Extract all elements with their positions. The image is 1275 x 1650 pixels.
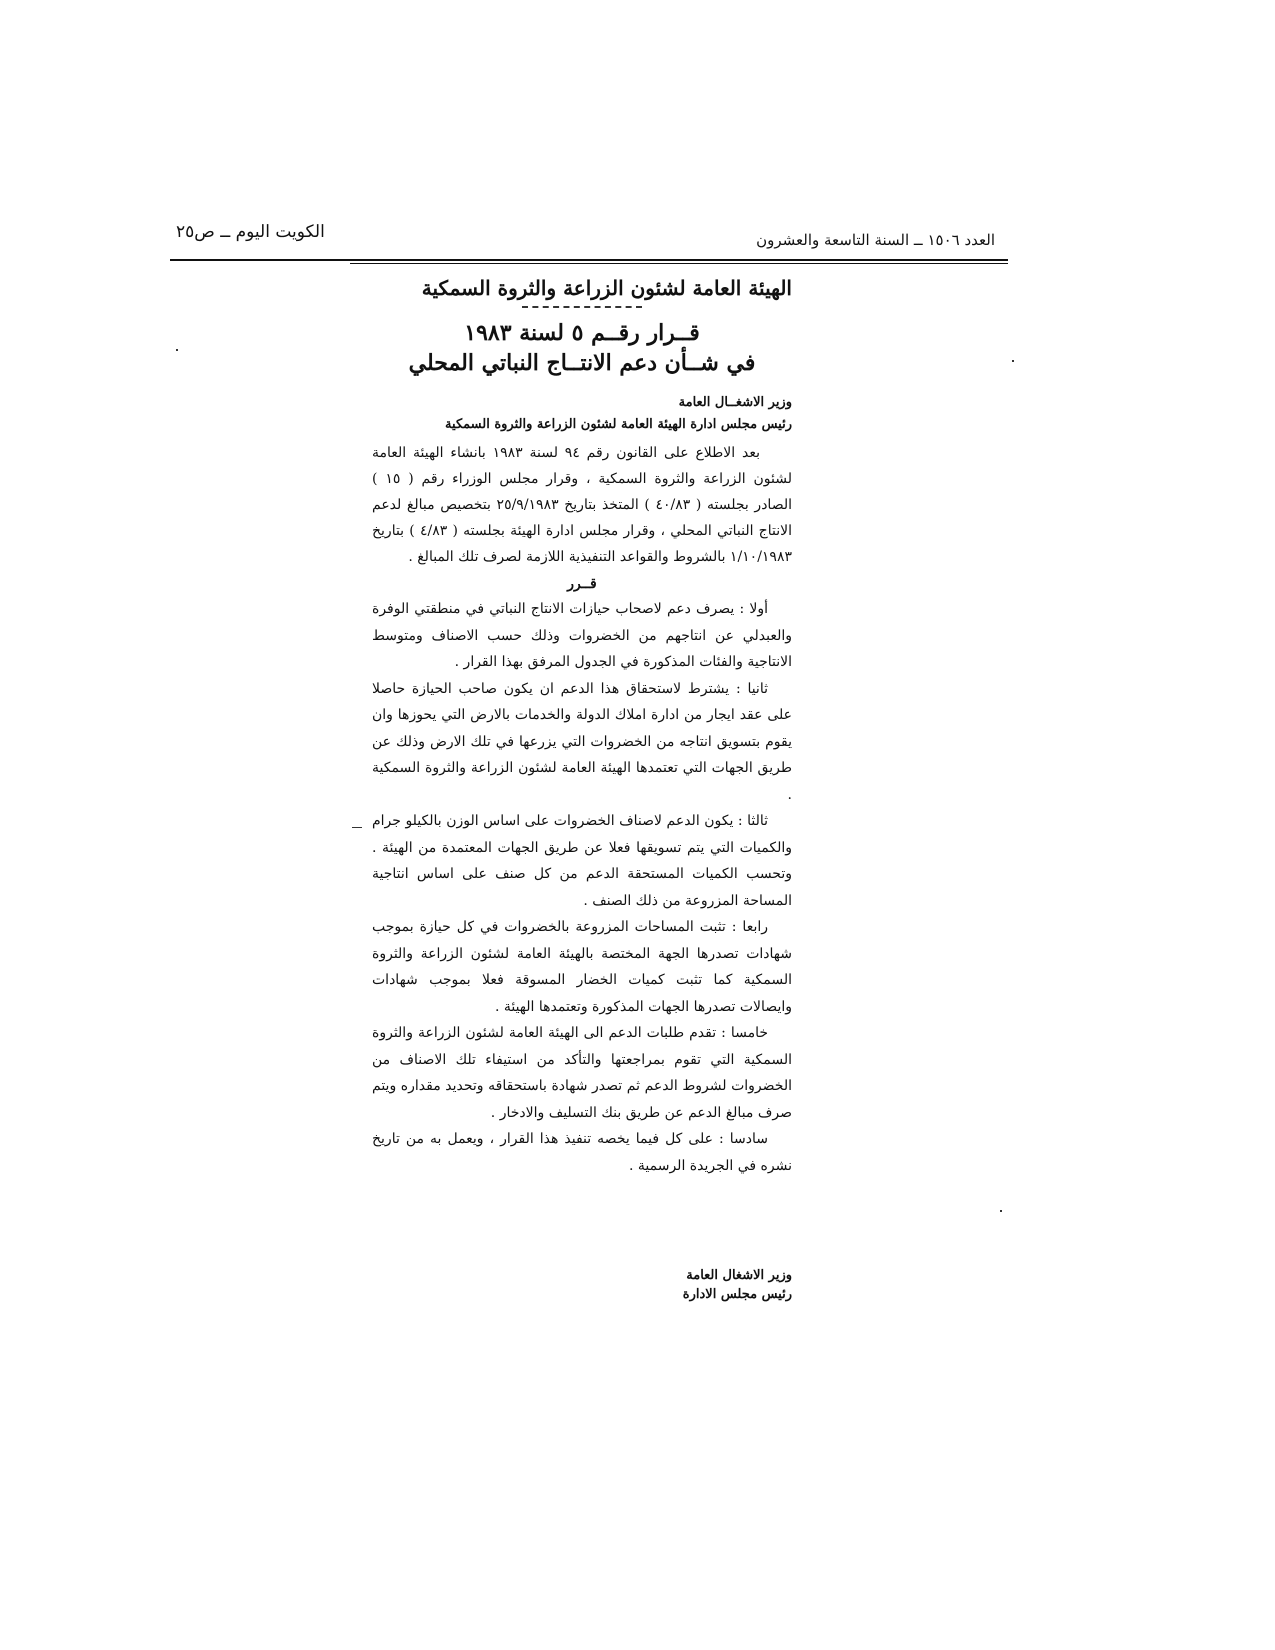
article-paragraph-2: ثانيا : يشترط لاستحقاق هذا الدعم ان يكون صاحب الحيازة حاصلا على عقد ايجار من ادارة املاك الدولة والخدمات بالارض التي يحوزها وان يقوم بتسويق انتاجه من الخضروات التي يزرعها في تلك الارض وذلك عن طريق الجهات التي تعتمدها الهيئة العامة لشئون الزراعة والثروة السمكية . — [372, 680, 792, 803]
article-paragraph-6: سادسا : على كل فيما يخصه تنفيذ هذا القرار ، ويعمل به من تاريخ نشره في الجريدة الرسمية . — [372, 1131, 792, 1174]
page-header-left: الكويت اليوم ــ ص٢٥ — [176, 222, 325, 242]
signature-line2: رئيس مجلس الادارة — [682, 1287, 792, 1302]
article-paragraph-4: رابعا : تثبت المساحات المزروعة بالخضروات في كل حيازة بموجب شهادات تصدرها الجهة المختصة بالهيئة العامة لشئون الزراعة والثروة السمكية كما تثبت كميات الخضار المسوقة فعلا بموجب شهادات وايصالات تصدرها الجهات المذكورة وتعتمدها الهيئة . — [372, 919, 792, 1015]
article-paragraph-5: خامسا : تقدم طلبات الدعم الى الهيئة العامة لشئون الزراعة والثروة السمكية التي تقوم بمراجعتها والتأكد من استيفاء تلك الاصناف من الخضروات لشروط الدعم ثم تصدر شهادة باستحقاقه وتحديد مقداره ويتم صرف مبالغ الدعم عن طريق بنك التسليف والادخار . — [372, 1025, 792, 1121]
agency-heading: الهيئة العامة لشئون الزراعة والثروة السمكية — [421, 276, 792, 300]
header-rule — [170, 259, 1008, 261]
decision-title-line1: قــرار رقــم ٥ لسنة ١٩٨٣ — [464, 320, 700, 346]
decision-title — [372, 318, 792, 378]
decided-heading: قــرر — [567, 576, 597, 592]
heading-divider — [522, 306, 642, 308]
signature-block — [372, 1266, 792, 1304]
page-header-right: العدد ١٥٠٦ ــ السنة التاسعة والعشرون — [756, 231, 995, 249]
issuer-line2: رئيس مجلس ادارة الهيئة العامة لشئون الزراعة والثروة السمكية — [445, 417, 792, 432]
scan-speck — [352, 827, 362, 828]
header-rule-thin — [350, 263, 1008, 264]
article-column — [372, 268, 792, 1179]
article-paragraph-1: أولا : يصرف دعم لاصحاب حيازات الانتاج النباتي في منطقتي الوفرة والعبدلي عن انتاجهم من الخضروات وذلك حسب الاصناف ومتوسط الانتاجية والفئات المذكورة في الجدول المرفق بهذا القرار . — [372, 601, 792, 670]
issuer-line1: وزير الاشغــال العامة — [678, 395, 792, 410]
scan-speck — [1000, 1210, 1002, 1212]
signature-line1: وزير الاشغال العامة — [686, 1268, 792, 1283]
article-paragraph-3: ثالثا : يكون الدعم لاصناف الخضروات على اساس الوزن بالكيلو جرام والكميات التي يتم تسويقها فعلا عن طريق الجهات المعتمدة من الهيئة . وتحسب الكميات المستحقة الدعم من كل صنف على اساس انتاجية المساحة المزروعة من ذلك الصنف . — [372, 813, 792, 909]
scan-speck — [176, 349, 178, 351]
decision-title-line2: في شــأن دعم الانتــاج النباتي المحلي — [408, 350, 756, 376]
issuer-block — [372, 392, 792, 436]
scan-speck — [1012, 360, 1014, 362]
preamble-paragraph: بعد الاطلاع على القانون رقم ٩٤ لسنة ١٩٨٣ بانشاء الهيئة العامة لشئون الزراعة والثروة السمكية ، وقرار مجلس الوزراء رقم ( ١٥ ) الصادر بجلسته ( ٤٠/٨٣ ) المتخذ بتاريخ ٢٥/٩/١٩٨٣ بتخصيص مبالغ لدعم الانتاج النباتي المحلي ، وقرار مجلس ادارة الهيئة بجلسته ( ٤/٨٣ ) بتاريخ ١/١٠/١٩٨٣ بالشروط والقواعد التنفيذية اللازمة لصرف تلك المبالغ . — [372, 445, 792, 565]
